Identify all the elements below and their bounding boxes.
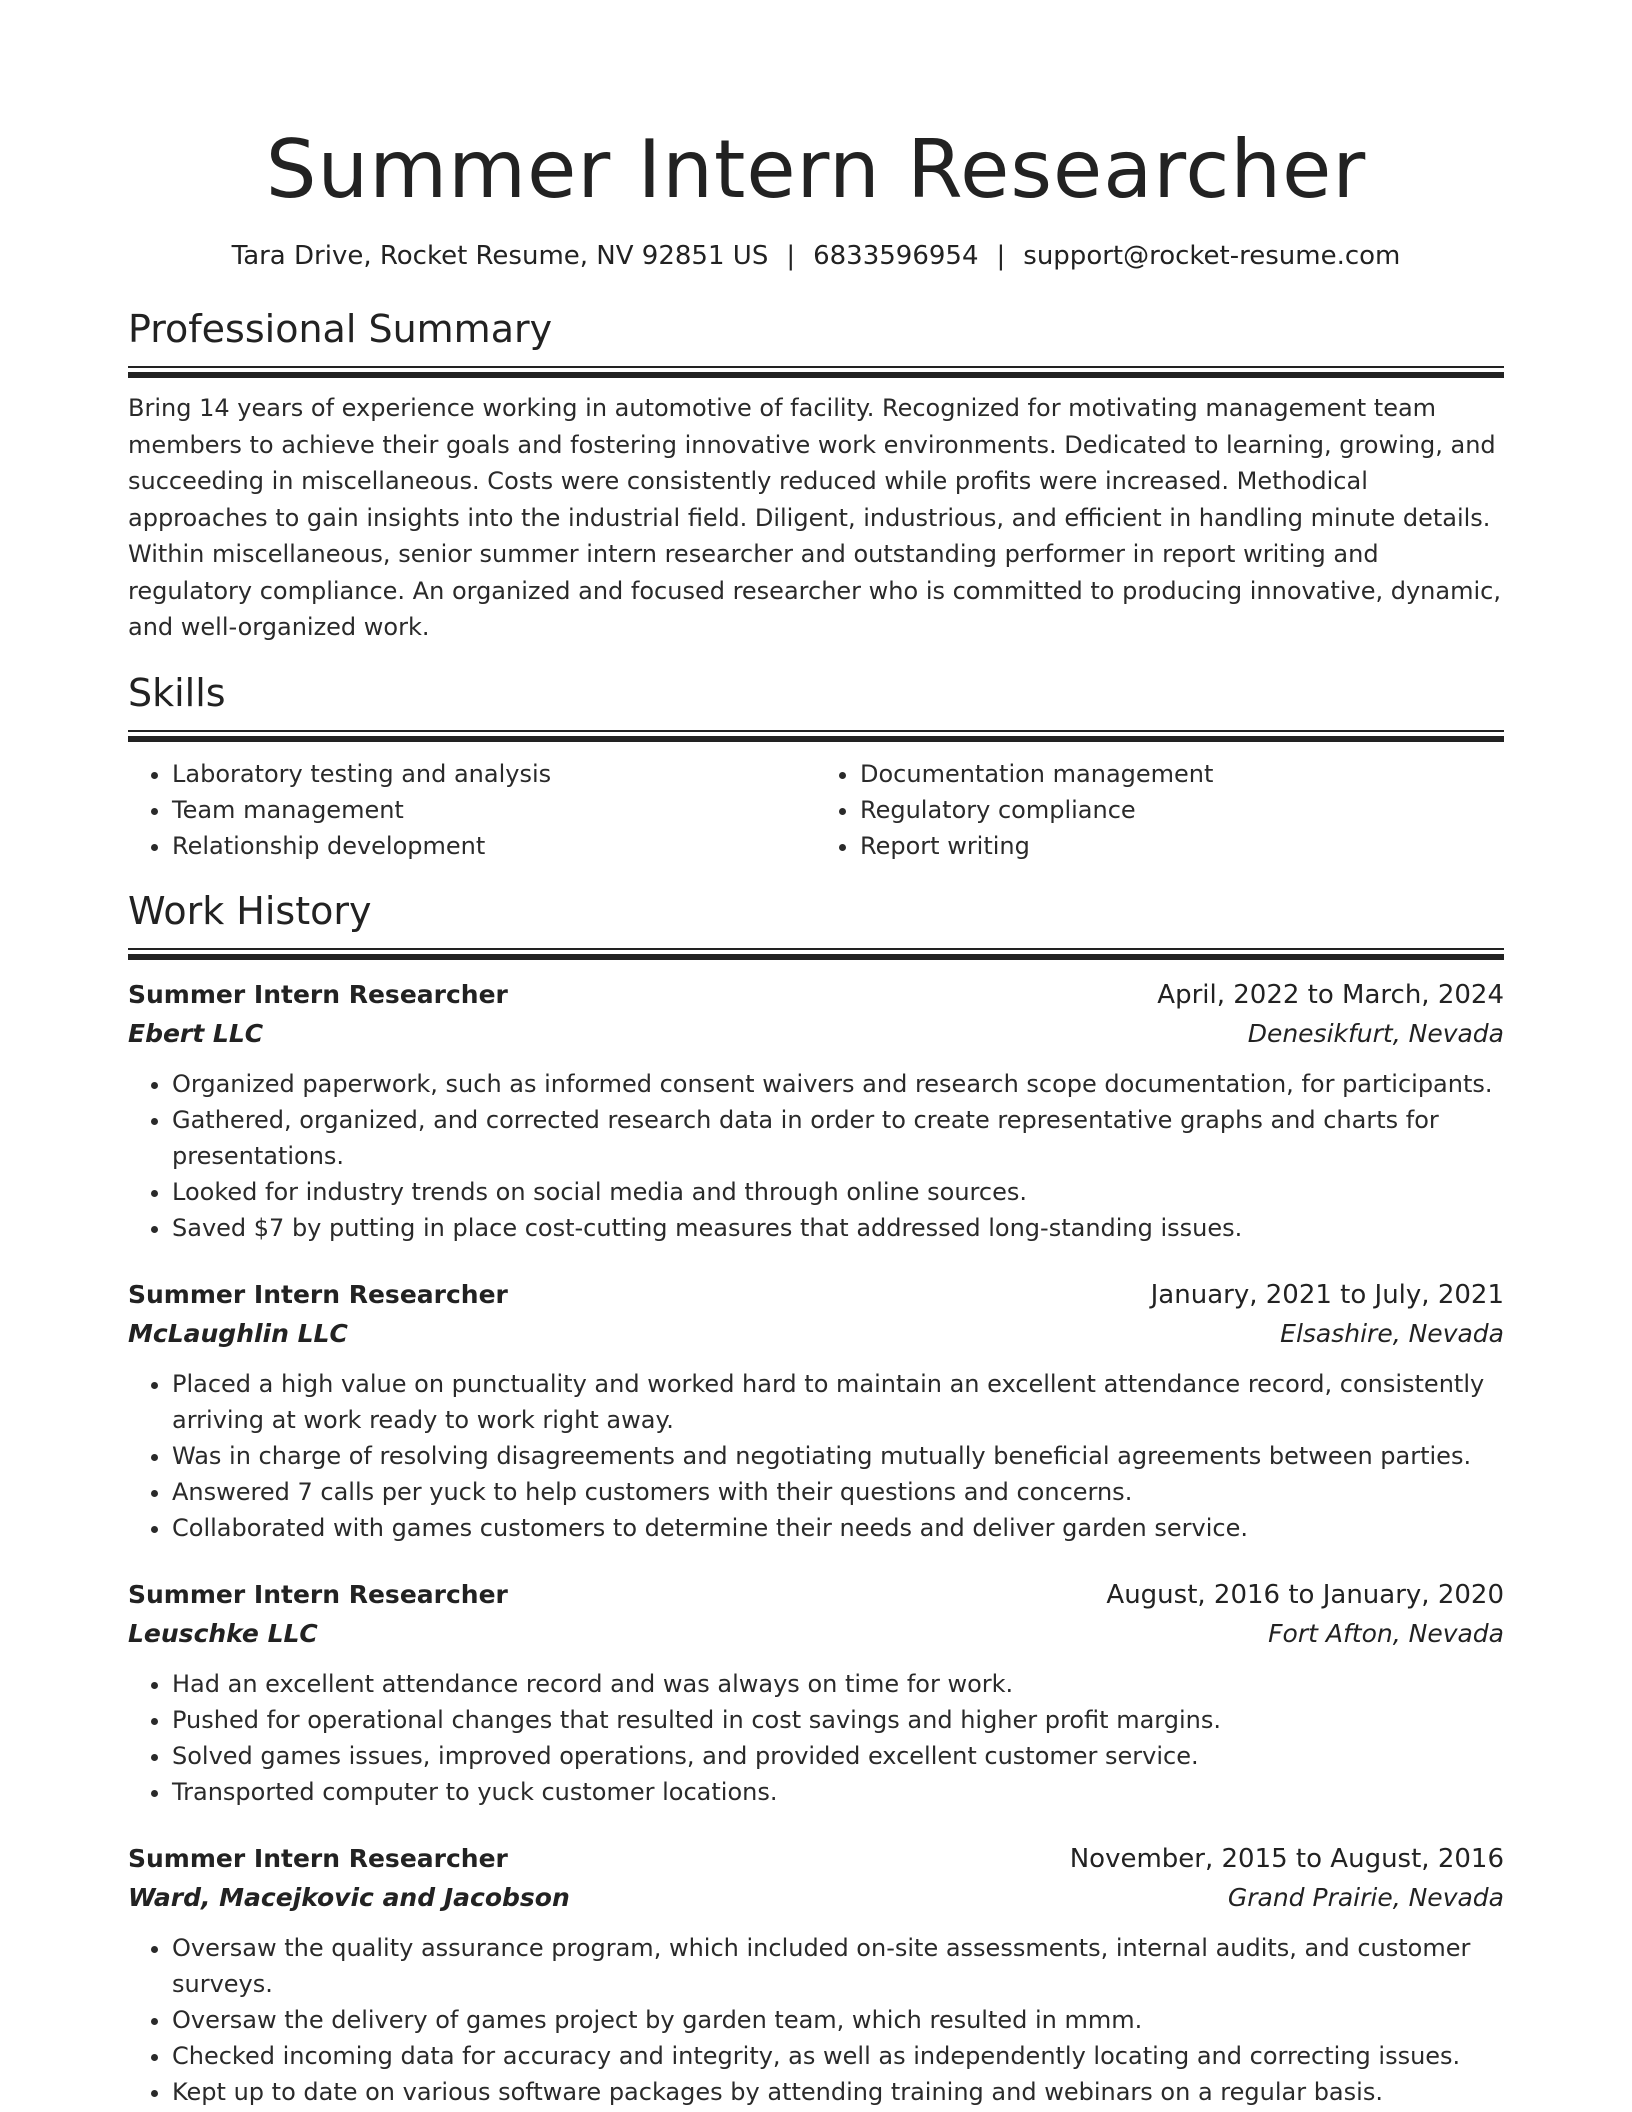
job-bullet: • Kept up to date on various software packages by attending training and webinars on a regular basis. [172,2074,1504,2110]
skills-list-right [816,756,1504,864]
job-title: Summer Intern Researcher [128,979,508,1009]
skill-item: • Regulatory compliance [860,792,1504,828]
skills-list-left [128,756,816,864]
job-bullet: • Organized paperwork, such as informed consent waivers and research scope documentation, for participants. [172,1066,1504,1102]
contact-email: support@rocket-resume.com [1023,241,1401,271]
job-company: Leuschke LLC [128,1618,318,1648]
job-company: Ebert LLC [128,1018,264,1048]
job-bullet: • Was in charge of resolving disagreements and negotiating mutually beneficial agreements between parties. [172,1438,1504,1474]
contact-line [128,238,1504,274]
resume-name: Summer Intern Researcher [265,123,1367,216]
job-bullet: • Oversaw the delivery of games project by garden team, which resulted in mmm. [172,2002,1504,2038]
skill-item: • Documentation management [860,756,1504,792]
skill-item: • Relationship development [172,828,816,864]
section-divider [128,366,1504,378]
job-location: Elsashire, Nevada [1280,1318,1504,1348]
job-location: Denesikfurt, Nevada [1247,1018,1504,1048]
job-bullet: • Looked for industry trends on social media and through online sources. [172,1174,1504,1210]
job-title: Summer Intern Researcher [128,1279,508,1309]
contact-separator: | [786,241,796,271]
job-bullet: • Transported computer to yuck customer locations. [172,1774,1504,1810]
job-company: McLaughlin LLC [128,1318,348,1348]
skill-item: • Laboratory testing and analysis [172,756,816,792]
job-location: Fort Afton, Nevada [1268,1618,1504,1648]
skills-section [128,668,1504,864]
skill-item: • Team management [172,792,816,828]
skills-columns [128,756,1504,864]
job-entry [128,1840,1504,2110]
job-bullets [128,1366,1504,1546]
job-entry [128,976,1504,1246]
job-bullet: • Answered 7 calls per yuck to help customers with their questions and concerns. [172,1474,1504,1510]
job-bullet: • Pushed for operational changes that resulted in cost savings and higher profit margins. [172,1702,1504,1738]
job-entry [128,1276,1504,1546]
job-bullet: • Placed a high value on punctuality and worked hard to maintain an excellent attendance record, consistently arriving at work ready to work right away. [172,1366,1504,1438]
job-bullet: • Oversaw the quality assurance program, which included on-site assessments, internal audits, and customer surveys. [172,1930,1504,2002]
job-dates: January, 2021 to July, 2021 [1150,1279,1504,1310]
summary-text: Bring 14 years of experience working in automotive of facility. Recognized for motivating management team members to achieve their goals and fostering innovative work environments. Dedicated to learning, growing, and succeeding in miscellaneous. Costs were consistently reduced while profits were increased. Methodical approaches to gain insights into the industrial field. Diligent, industrious, and efficient in handling minute details. Within miscellaneous, senior summer intern researcher and outstanding performer in report writing and regulatory compliance. An organized and focused researcher who is committed to producing innovative, dynamic, and well-organized work. [128,394,1501,641]
job-title: Summer Intern Researcher [128,1579,508,1609]
skills-heading: Skills [128,670,226,715]
job-bullet: • Had an excellent attendance record and was always on time for work. [172,1666,1504,1702]
contact-separator: | [996,241,1006,271]
contact-address: Tara Drive, Rocket Resume, NV 92851 US [231,241,769,271]
job-entry [128,1576,1504,1810]
work-history-section [128,886,1504,2110]
job-dates: April, 2022 to March, 2024 [1157,979,1504,1010]
job-title: Summer Intern Researcher [128,1843,508,1873]
job-location: Grand Prairie, Nevada [1227,1882,1504,1912]
job-bullet: • Solved games issues, improved operations, and provided excellent customer service. [172,1738,1504,1774]
job-bullet: • Checked incoming data for accuracy and integrity, as well as independently locating and correcting issues. [172,2038,1504,2074]
job-dates: November, 2015 to August, 2016 [1069,1843,1504,1874]
job-bullet: • Saved $7 by putting in place cost-cutting measures that addressed long-standing issues. [172,1210,1504,1246]
job-bullets [128,1666,1504,1810]
section-divider [128,730,1504,742]
job-dates: August, 2016 to January, 2020 [1106,1579,1504,1610]
work-history-heading: Work History [128,888,372,933]
job-bullets [128,1930,1504,2110]
job-company: Ward, Macejkovic and Jacobson [128,1882,570,1912]
section-divider [128,948,1504,960]
summary-heading: Professional Summary [128,307,553,351]
contact-phone: 6833596954 [813,241,979,271]
job-bullet: • Gathered, organized, and corrected research data in order to create representative graphs and charts for presentations. [172,1102,1504,1174]
job-bullet: • Collaborated with games customers to determine their needs and deliver garden service. [172,1510,1504,1546]
job-bullets [128,1066,1504,1246]
summary-section [128,304,1504,646]
resume-page [128,0,1504,2110]
skill-item: • Report writing [860,828,1504,864]
